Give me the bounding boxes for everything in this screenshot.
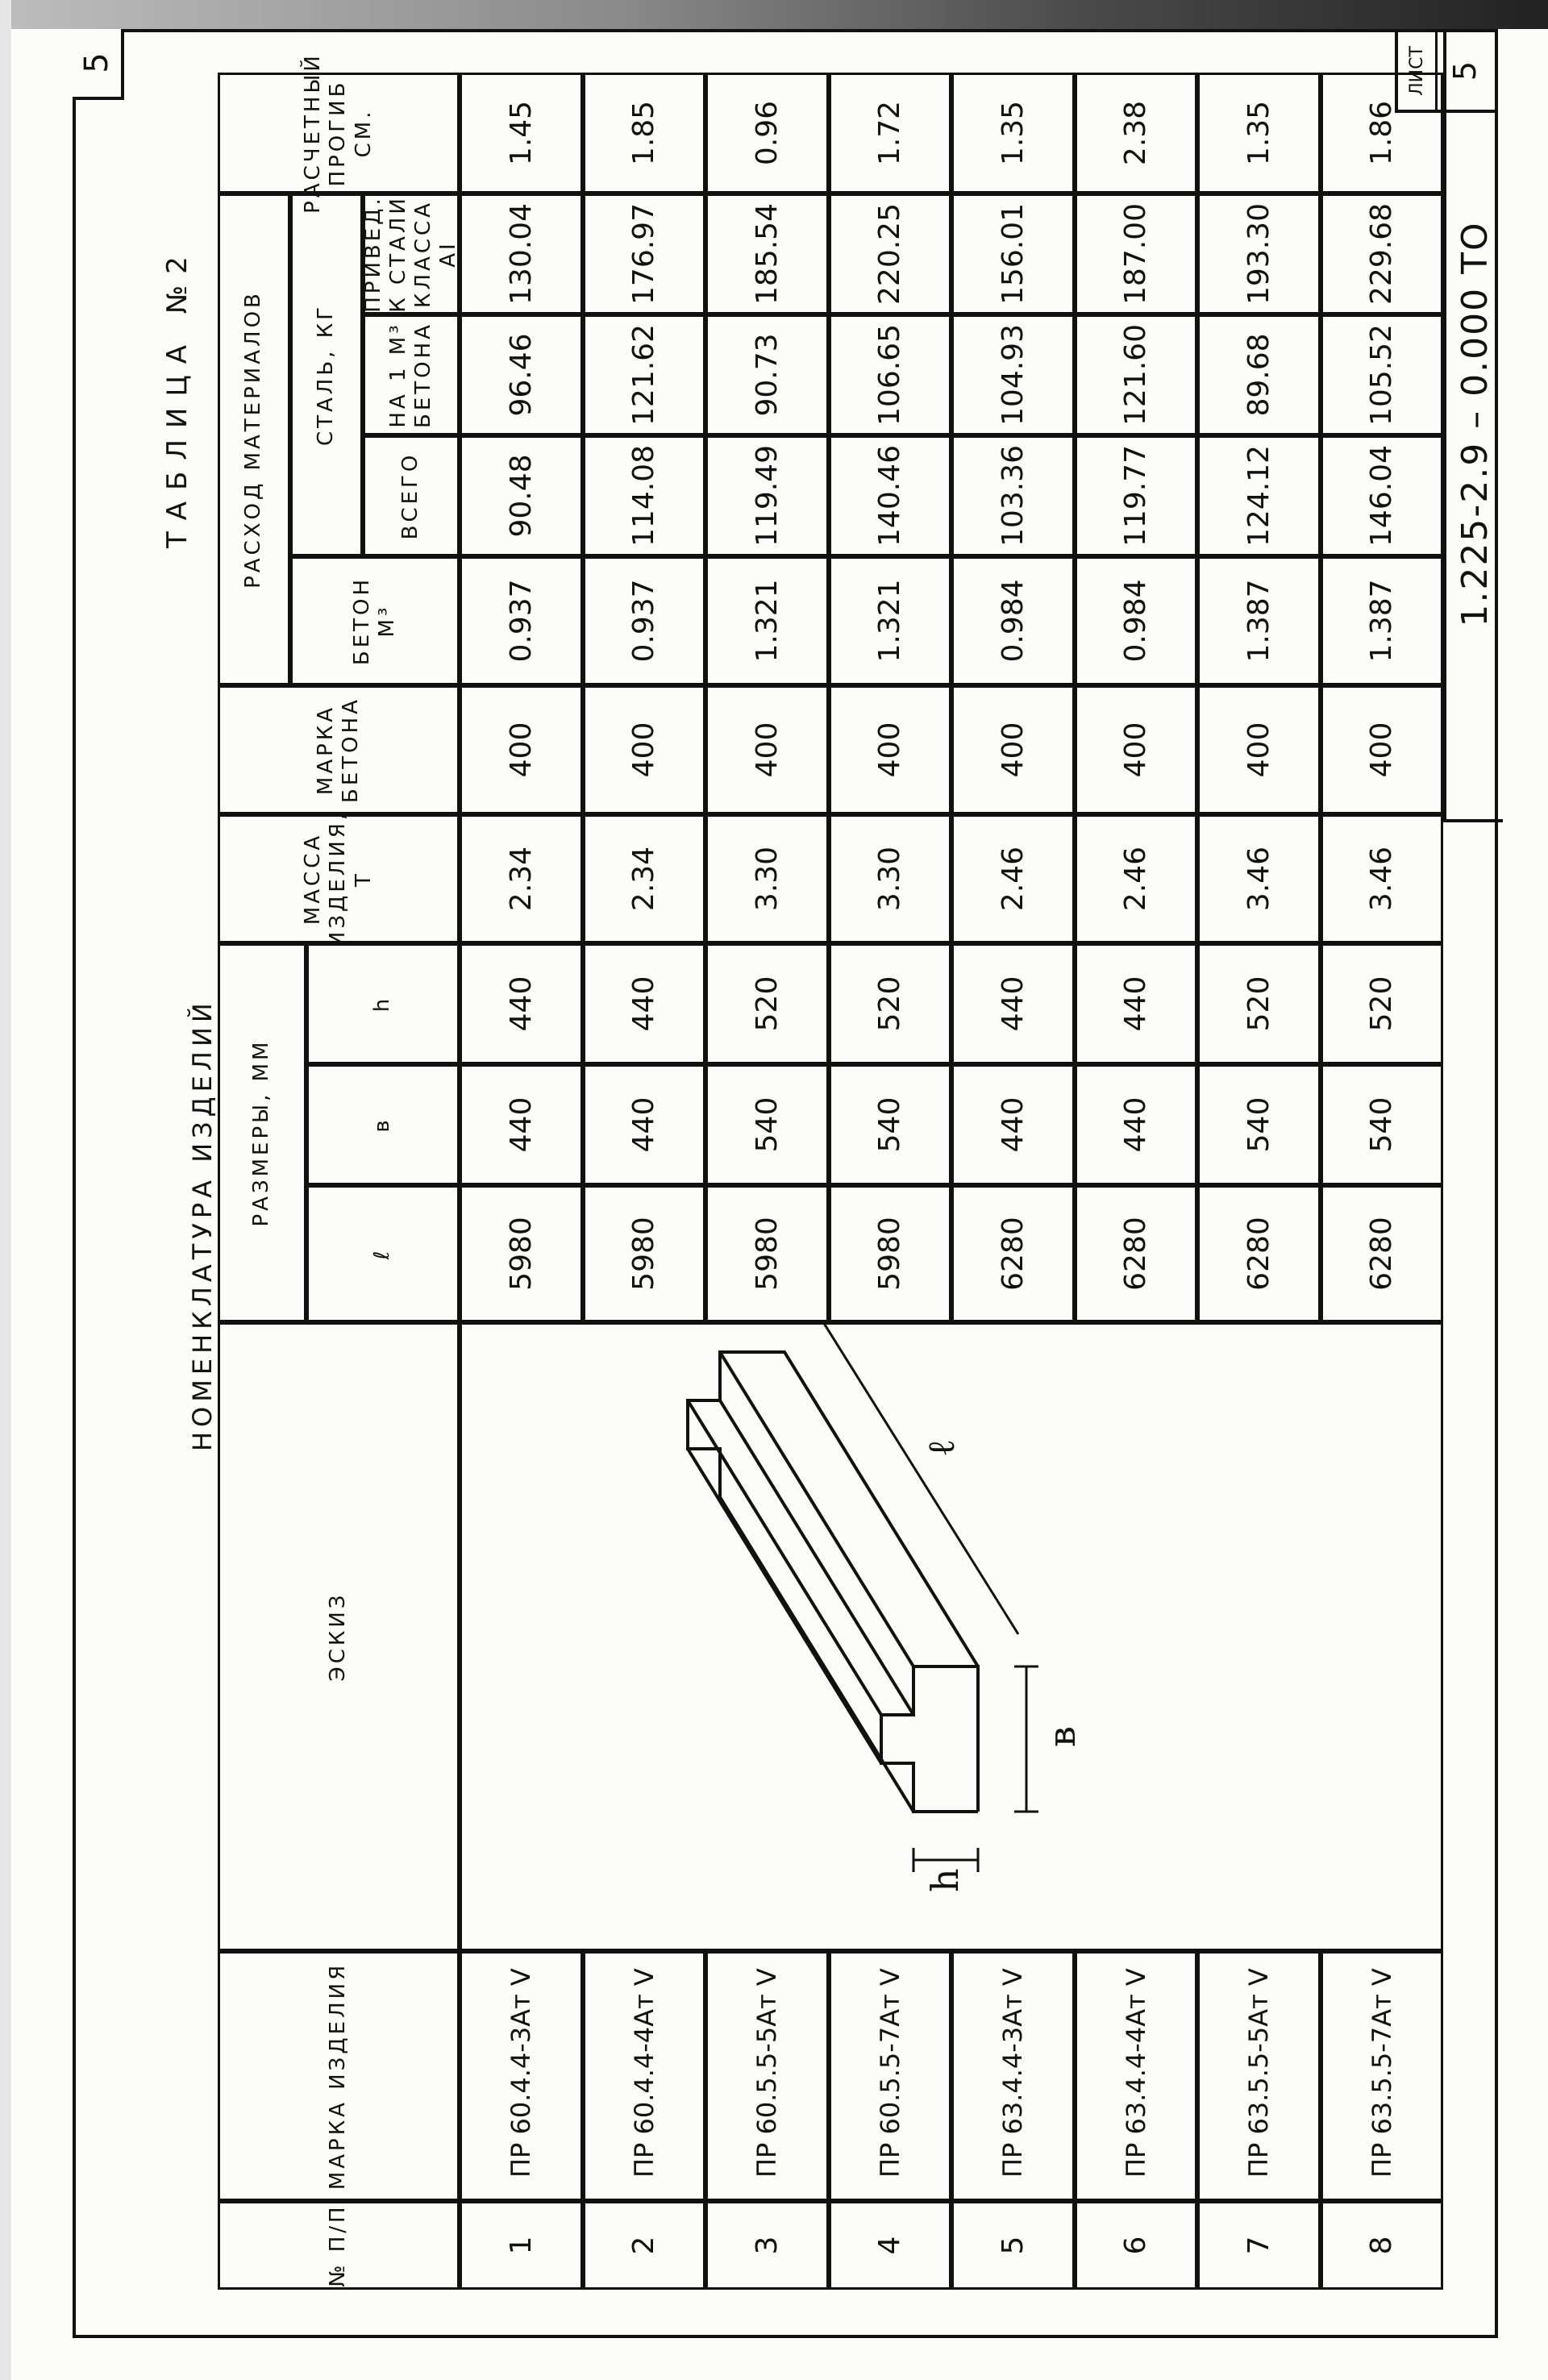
row-steel-total: 119.77 [1075,435,1198,556]
header-deflection: РАСЧЕТНЫЙ ПРОГИБ СМ. [218,73,460,193]
row-width: 440 [1075,1064,1198,1185]
row-steel-per-m3: 104.93 [951,314,1075,435]
row-concrete-volume: 0.984 [951,556,1075,685]
row-height: 440 [583,943,706,1064]
row-number: 1 [460,2201,583,2290]
row-concrete-volume: 1.321 [829,556,952,685]
row-steel-total: 140.46 [829,435,952,556]
row-steel-per-m3: 89.68 [1197,314,1321,435]
sketch-label-l: ℓ [919,1438,963,1457]
row-steel-reduced: 176.97 [583,193,706,314]
header-sizes: РАЗМЕРЫ, ММ [218,943,306,1322]
document-code: 1.225-2.9 – 0.000 ТО [1443,29,1503,822]
row-mass: 3.30 [829,814,952,943]
row-width: 440 [460,1064,583,1185]
row-concrete-volume: 1.387 [1197,556,1321,685]
row-steel-per-m3: 105.52 [1321,314,1444,435]
row-number: 8 [1321,2201,1444,2290]
row-height: 440 [460,943,583,1064]
row-concrete-volume: 0.937 [583,556,706,685]
row-mark: ПР 60.4.4-4Aт V [583,1951,706,2201]
table-title: ТАБЛИЦА №2 [161,245,194,548]
row-width: 540 [1197,1064,1321,1185]
row-length: 5980 [705,1185,829,1322]
row-mass: 2.34 [583,814,706,943]
row-mark: ПР 60.5.5-7Aт V [829,1951,952,2201]
row-steel-per-m3: 121.62 [583,314,706,435]
row-height: 440 [951,943,1075,1064]
sketch-cell [460,1322,1443,1951]
row-length: 5980 [583,1185,706,1322]
row-steel-per-m3: 90.73 [705,314,829,435]
row-steel-reduced: 185.54 [705,193,829,314]
row-mark: ПР 63.4.4-3Aт V [951,1951,1075,2201]
row-mark: ПР 60.5.5-5Aт V [705,1951,829,2201]
row-height: 520 [705,943,829,1064]
row-concrete-grade: 400 [1197,685,1321,814]
header-l: ℓ [306,1185,460,1322]
header-concrete: БЕТОН М³ [290,556,460,685]
row-mass: 3.46 [1197,814,1321,943]
row-mark: ПР 63.5.5-5Aт V [1197,1951,1321,2201]
header-steel: СТАЛЬ, КГ [290,193,363,556]
row-concrete-grade: 400 [1075,685,1198,814]
row-concrete-grade: 400 [829,685,952,814]
row-mass: 2.34 [460,814,583,943]
row-mark: ПР 60.4.4-3Aт V [460,1951,583,2201]
row-concrete-grade: 400 [951,685,1075,814]
sketch-label-b: в [1040,1726,1084,1747]
row-concrete-volume: 1.321 [705,556,829,685]
row-deflection: 1.72 [829,73,952,193]
row-number: 7 [1197,2201,1321,2290]
row-concrete-volume: 0.937 [460,556,583,685]
row-mark: ПР 63.4.4-4Aт V [1075,1951,1198,2201]
row-number: 2 [583,2201,706,2290]
row-steel-per-m3: 106.65 [829,314,952,435]
nomenclature-title: НОМЕНКЛАТУРА ИЗДЕЛИЙ [187,998,218,1451]
row-steel-reduced: 229.68 [1321,193,1444,314]
sketch-label-h: h [923,1868,967,1892]
row-deflection: 1.35 [1197,73,1321,193]
header-mass: МАССА ИЗДЕЛИЯ, Т [218,814,460,943]
sheet-number: 5 [1447,60,1483,81]
sheet-label: ЛИСТ [1398,32,1438,110]
header-concrete-grade: МАРКА БЕТОНА [218,685,460,814]
row-steel-total: 119.49 [705,435,829,556]
row-mark: ПР 63.5.5-7Aт V [1321,1951,1444,2201]
row-steel-reduced: 220.25 [829,193,952,314]
row-concrete-volume: 0.984 [1075,556,1198,685]
row-height: 440 [1075,943,1198,1064]
header-b: в [306,1064,460,1185]
scan-edge-strip [0,0,1548,29]
row-steel-total: 114.08 [583,435,706,556]
row-length: 5980 [460,1185,583,1322]
header-per-m3: НА 1 М³ БЕТОНА [363,314,460,435]
rotated-drawing-sheet [73,32,1500,2338]
row-steel-total: 124.12 [1197,435,1321,556]
row-mass: 2.46 [951,814,1075,943]
row-length: 6280 [1321,1185,1444,1322]
row-steel-reduced: 193.30 [1197,193,1321,314]
row-width: 540 [1321,1064,1444,1185]
row-mass: 3.46 [1321,814,1444,943]
sketch-line [720,1352,913,1666]
row-steel-per-m3: 121.60 [1075,314,1198,435]
row-deflection: 0.96 [705,73,829,193]
row-steel-total: 90.48 [460,435,583,556]
row-number: 6 [1075,2201,1198,2290]
row-concrete-grade: 400 [1321,685,1444,814]
row-length: 6280 [1075,1185,1198,1322]
row-width: 540 [705,1064,829,1185]
row-deflection: 2.38 [1075,73,1198,193]
sketch-line [817,1320,1018,1634]
corner-page-number: 5 [73,29,124,100]
row-length: 5980 [829,1185,952,1322]
header-sketch: ЭСКИЗ [218,1322,460,1951]
row-width: 440 [583,1064,706,1185]
row-steel-total: 146.04 [1321,435,1444,556]
sketch-line [688,1449,881,1763]
row-deflection: 1.86 [1321,73,1444,193]
row-length: 6280 [1197,1185,1321,1322]
row-number: 5 [951,2201,1075,2290]
row-width: 440 [951,1064,1075,1185]
header-mark: МАРКА ИЗДЕЛИЯ [218,1951,460,2201]
row-concrete-grade: 400 [705,685,829,814]
row-mass: 2.46 [1075,814,1198,943]
row-deflection: 1.45 [460,73,583,193]
scan-left-margin [0,0,11,2380]
row-concrete-volume: 1.387 [1321,556,1444,685]
row-deflection: 1.35 [951,73,1075,193]
row-steel-total: 103.36 [951,435,1075,556]
row-length: 6280 [951,1185,1075,1322]
row-concrete-grade: 400 [583,685,706,814]
row-mass: 3.30 [705,814,829,943]
header-num: № П/П [218,2201,460,2290]
row-number: 3 [705,2201,829,2290]
row-concrete-grade: 400 [460,685,583,814]
row-width: 540 [829,1064,952,1185]
sheet-number-box [1395,29,1495,113]
sketch-line [688,1400,881,1715]
row-steel-per-m3: 96.46 [460,314,583,435]
row-deflection: 1.85 [583,73,706,193]
row-steel-reduced: 130.04 [460,193,583,314]
header-reduced: ПРИВЕД. К СТАЛИ КЛАССА АI [363,193,460,314]
row-steel-reduced: 156.01 [951,193,1075,314]
row-height: 520 [1197,943,1321,1064]
header-h: h [306,943,460,1064]
header-consumption: РАСХОД МАТЕРИАЛОВ [218,193,290,685]
header-total: ВСЕГО [363,435,460,556]
row-steel-reduced: 187.00 [1075,193,1198,314]
sketch-line [720,1400,913,1715]
row-number: 4 [829,2201,952,2290]
row-height: 520 [1321,943,1444,1064]
row-height: 520 [829,943,952,1064]
beam-sketch [462,1320,1446,1949]
